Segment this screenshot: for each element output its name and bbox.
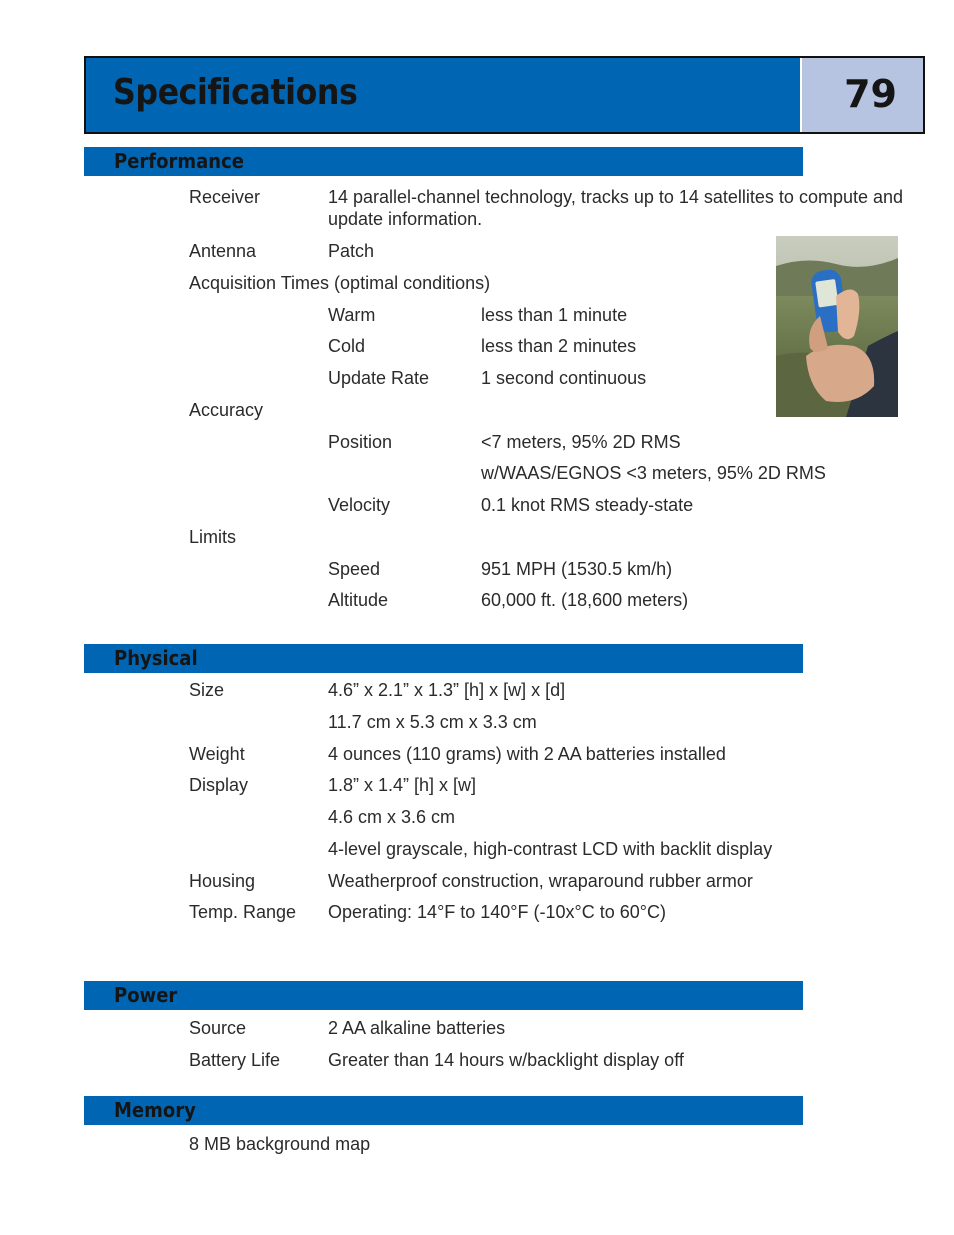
waas-value: w/WAAS/EGNOS <3 meters, 95% 2D RMS (481, 463, 826, 483)
warm-value: less than 1 minute (481, 305, 628, 325)
page-header (84, 56, 925, 134)
limits-label: Limits (189, 527, 237, 547)
section-title-performance: Performance (114, 149, 244, 173)
antenna-value: Patch (328, 241, 375, 261)
source-label: Source (189, 1018, 247, 1038)
section-bar-memory (84, 1096, 803, 1125)
cold-value: less than 2 minutes (481, 336, 637, 356)
display-value-metric: 4.6 cm x 3.6 cm (328, 807, 456, 827)
velocity-value: 0.1 knot RMS steady-state (481, 495, 694, 515)
position-value: <7 meters, 95% 2D RMS (481, 432, 681, 452)
page-title: Specifications (113, 72, 358, 113)
update-rate-value: 1 second continuous (481, 368, 647, 388)
antenna-label: Antenna (189, 241, 257, 261)
cold-label: Cold (328, 336, 366, 356)
page-number: 79 (844, 72, 897, 116)
size-value-imperial: 4.6” x 2.1” x 1.3” [h] x [w] x [d] (328, 680, 566, 700)
memory-value: 8 MB background map (189, 1134, 371, 1154)
altitude-value: 60,000 ft. (18,600 meters) (481, 590, 689, 610)
section-title-memory: Memory (114, 1098, 196, 1122)
speed-label: Speed (328, 559, 381, 579)
section-bar-power (84, 981, 803, 1010)
section-bar-physical (84, 644, 803, 673)
receiver-value: 14 parallel-channel technology, tracks up to 14 satellites to compute and update information. (328, 187, 904, 229)
gps-device-photo (776, 236, 898, 417)
temp-range-value: Operating: 14°F to 140°F (-10x°C to 60°C) (328, 902, 666, 922)
accuracy-label: Accuracy (189, 400, 264, 420)
velocity-label: Velocity (328, 495, 391, 515)
size-value-metric: 11.7 cm x 5.3 cm x 3.3 cm (328, 712, 537, 732)
temp-range-label: Temp. Range (189, 902, 297, 922)
speed-value: 951 MPH (1530.5 km/h) (481, 559, 673, 579)
section-title-physical: Physical (114, 646, 198, 670)
display-value-type: 4-level grayscale, high-contrast LCD with backlit display (328, 839, 773, 859)
display-value-imperial: 1.8” x 1.4” [h] x [w] (328, 775, 477, 795)
position-label: Position (328, 432, 393, 452)
source-value: 2 AA alkaline batteries (328, 1018, 506, 1038)
display-label: Display (189, 775, 249, 795)
acquisition-label: Acquisition Times (optimal conditions) (189, 273, 491, 293)
housing-value: Weatherproof construction, wraparound rubber armor (328, 871, 753, 891)
update-rate-label: Update Rate (328, 368, 430, 388)
weight-value: 4 ounces (110 grams) with 2 AA batteries installed (328, 744, 726, 764)
receiver-label: Receiver (189, 187, 261, 207)
housing-label: Housing (189, 871, 256, 891)
section-title-power: Power (114, 983, 178, 1007)
altitude-label: Altitude (328, 590, 389, 610)
battery-life-value: Greater than 14 hours w/backlight display off (328, 1050, 684, 1070)
size-label: Size (189, 680, 225, 700)
warm-label: Warm (328, 305, 376, 325)
weight-label: Weight (189, 744, 245, 764)
section-bar-performance (84, 147, 803, 176)
page-number-box (800, 58, 923, 132)
battery-life-label: Battery Life (189, 1050, 281, 1070)
